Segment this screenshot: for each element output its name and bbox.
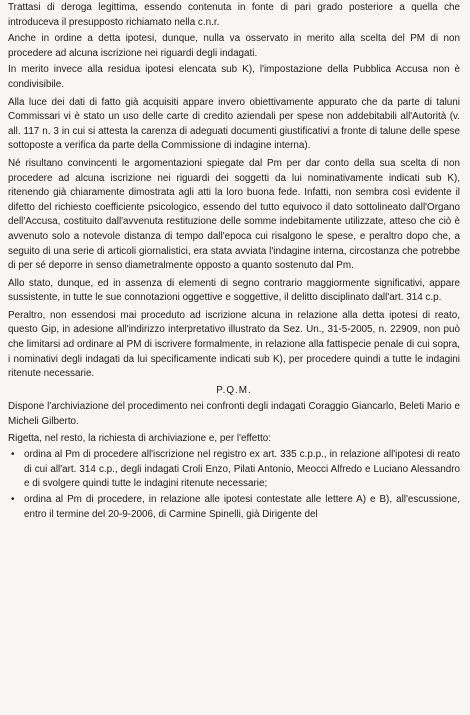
- paragraph-deroga: Trattasi di deroga legittima, essendo contenuta in fonte di pari grado posteriore a quella che introduceva il presupposto richiamato nella c.n.r.: [8, 2, 460, 28]
- paragraph-dispone: Dispone l'archiviazione del procedimento nei confronti degli indagati Coraggio Giancarlo, Beleti Mario e Micheli Gilberto.: [8, 401, 460, 428]
- list-item: • ordina al Pm di procedere all'iscrizione nel registro ex art. 335 c.p.p., in relazione all'ipotesi di reato di cui all'art. 314 c.p., degli indagati Croli Enzo, Pilati Antonio, Meocci Alfredo e Luciano Alessandro e di svolgere quindi tutte le indagini ritenute necessarie;: [24, 448, 460, 492]
- paragraph-allo-stato: Allo stato, dunque, ed in assenza di elementi di segno contrario maggiormente significativi, appare sussistente, in tutte le sue connotazioni oggettive e soggettive, il delitto disciplinato dall'art. 314 c.p.: [8, 277, 460, 304]
- paragraph-ipotesi: Anche in ordine a detta ipotesi, dunque, nulla va osservato in merito alla scelta del PM di non procedere ad alcuna iscrizione nei riguardi degli indagati.: [8, 33, 460, 59]
- paragraph-carte-credito: Alla luce dei dati di fatto già acquisiti appare invero obiettivamente appurato che da parte di taluni Commissari vi è stato un uso delle carte di credito aziendali per spese non addebitabili all'Autorità (v. all. 117 n. 3 in cui si attesta la carenza di adeguati documenti giustificativi a fronte di talune delle spese sottoposte a verifica da parte della Commissione di indagine interna).: [8, 96, 460, 152]
- list-item: • ordina al Pm di procedere, in relazione alle ipotesi contestate alle lettere A) e B), all'escussione, entro il termine del 20-9-2006, di Carmine Spinelli, già Dirigente del: [24, 493, 460, 522]
- paragraph-peraltro: Peraltro, non essendosi mai proceduto ad iscrizione alcuna in relazione alla detta ipotesi di reato, questo Gip, in adesione all'indirizzo interpretativo illustrato da Sez. Un., 31-5-2005, n. 22909, non può che limitarsi ad ordinare al PM di iscrivere formalmente, in relazione alla fattispecie penale di cui sopra, i nominativi degli indagati da lui specificamente indicati sub K), per procedere quindi a tutte le indagini ritenute necessarie.: [8, 309, 460, 380]
- paragraph-argomentazioni: Né risultano convincenti le argomentazioni spiegate dal Pm per dar conto della sua scelta di non procedere ad alcuna iscrizione nei riguardi dei soggetti da lui nominativamente indicati sub K), ritenendo già chiaramente dimostrata agli atti la loro buona fede. Infatti, non sembra così evidente il difetto del richiesto coefficiente psicologico, essendo del tutto equivoco il dato sottolineato dall'Organo dell'Accusa, costituito dall'avvenuta restituzione delle somme indebitamente utilizzate, atteso che ciò è avvenuto solo a notevole distanza di tempo dall'epoca cui risalgono le spese, e peraltro dopo che, a seguito di una serie di articoli giornalistici, era stata avviata l'indagine interna, circostanza che potrebbe di per sé deporre in senso diametralmente opposto a quanto sostenuto dal Pm.: [8, 157, 460, 272]
- paragraph-rigetta: Rigetta, nel resto, la richiesta di archiviazione e, per l'effetto:: [8, 432, 271, 444]
- orders-list: [8, 448, 460, 522]
- pqm-heading: P.Q.M.: [216, 384, 252, 396]
- paragraph-sub-k: In merito invece alla residua ipotesi elencata sub K), l'impostazione della Pubblica Accusa non è condivisibile.: [8, 64, 460, 90]
